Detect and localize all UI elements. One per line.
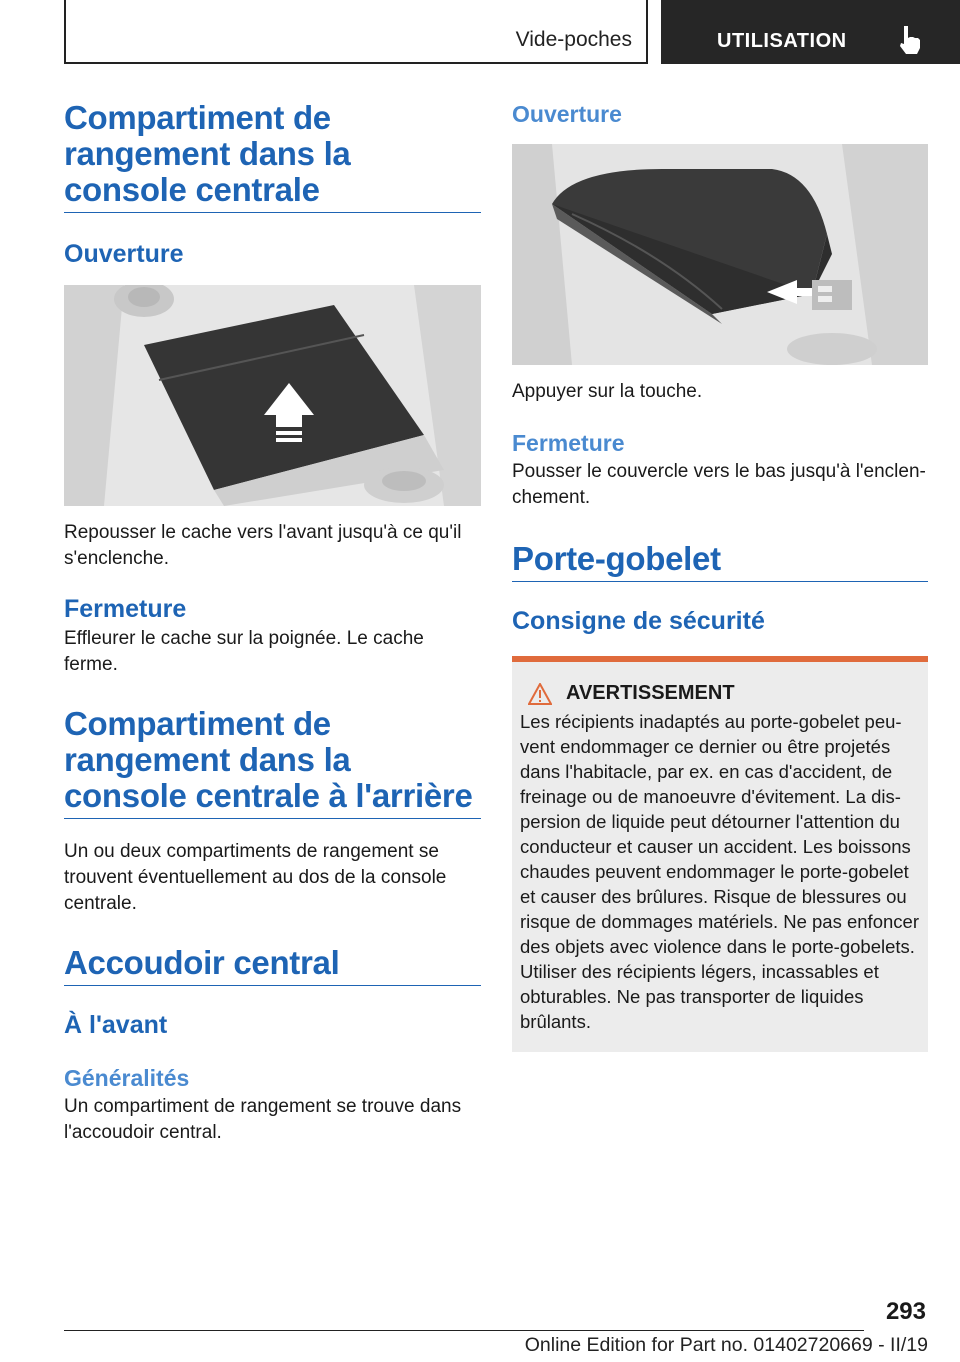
pointing-hand-icon — [893, 24, 923, 56]
text-general: Un compartiment de rangement se trouve dans l'accoudoir central. — [64, 1096, 462, 1143]
warning-text: Les récipients inadaptés au porte-gobelet peuvent endommager ce dernier ou être projetés dans l'habitacle, par ex. en cas d'accident, de freinage ou de manoeuvre d'évitement. La dispersion de liquide peut détourner l'attention du conducteur et causer un accident. Les boissons chaudes peuvent endommager le porte-gobelet et causer des brûlures. Risque de blessures ou risque de dommages matériels. Ne pas enfoncer des objets avec violence dans le porte-gobelets. Utiliser des récipients légers, incassables et obturables. Ne pas transporter de liquides brûlants. — [520, 711, 919, 1032]
subheading-closing-armrest: Fermeture — [512, 430, 625, 456]
text-rear-storage: Un ou deux compartiments de rangement se trouvent éventuellement au dos de la console centrale. — [64, 841, 447, 914]
footer-edition: Online Edition for Part no. 01402720669 - II/19 — [524, 1334, 928, 1356]
warning-box — [512, 656, 928, 1052]
text-closing: Effleurer le cache sur la poignée. Le cache ferme. — [64, 628, 424, 675]
subheading-general: Généralités — [64, 1065, 190, 1091]
header-section-box — [64, 0, 648, 64]
text-closing-armrest: Pousser le couvercle vers le bas jusqu'à l'enclenchement. — [512, 461, 926, 508]
heading-rear-console-storage: Compartiment de rangement dans la console centrale à l'arrière — [64, 706, 481, 819]
left-column — [64, 100, 481, 1146]
warning-header — [528, 682, 920, 705]
subheading-front: À l'avant — [64, 1011, 168, 1039]
heading-cup-holder: Porte-gobelet — [512, 541, 928, 582]
chapter-tab — [661, 0, 960, 64]
subheading-safety-notice: Consigne de sécurité — [512, 607, 765, 635]
footer-divider — [64, 1330, 864, 1331]
heading-console-storage: Compartiment de rangement dans la console centrale — [64, 100, 481, 213]
warning-label: AVERTISSEMENT — [566, 682, 735, 704]
page-number: 293 — [885, 1298, 926, 1325]
warning-triangle-icon — [528, 683, 552, 705]
heading-armrest: Accoudoir central — [64, 945, 481, 986]
chapter-title: UTILISATION — [717, 30, 847, 52]
caption-opening: Repousser le cache vers l'avant jusqu'à ce qu'il s'enclenche. — [64, 522, 462, 569]
section-title: Vide-poches — [515, 28, 632, 51]
armrest-illustration — [512, 144, 928, 365]
right-column — [512, 100, 928, 1052]
subheading-opening: Ouverture — [64, 240, 184, 268]
caption-press-button: Appuyer sur la touche. — [512, 381, 703, 402]
subheading-opening-armrest: Ouverture — [512, 101, 622, 127]
subheading-closing: Fermeture — [64, 595, 187, 623]
console-cover-illustration — [64, 285, 481, 506]
